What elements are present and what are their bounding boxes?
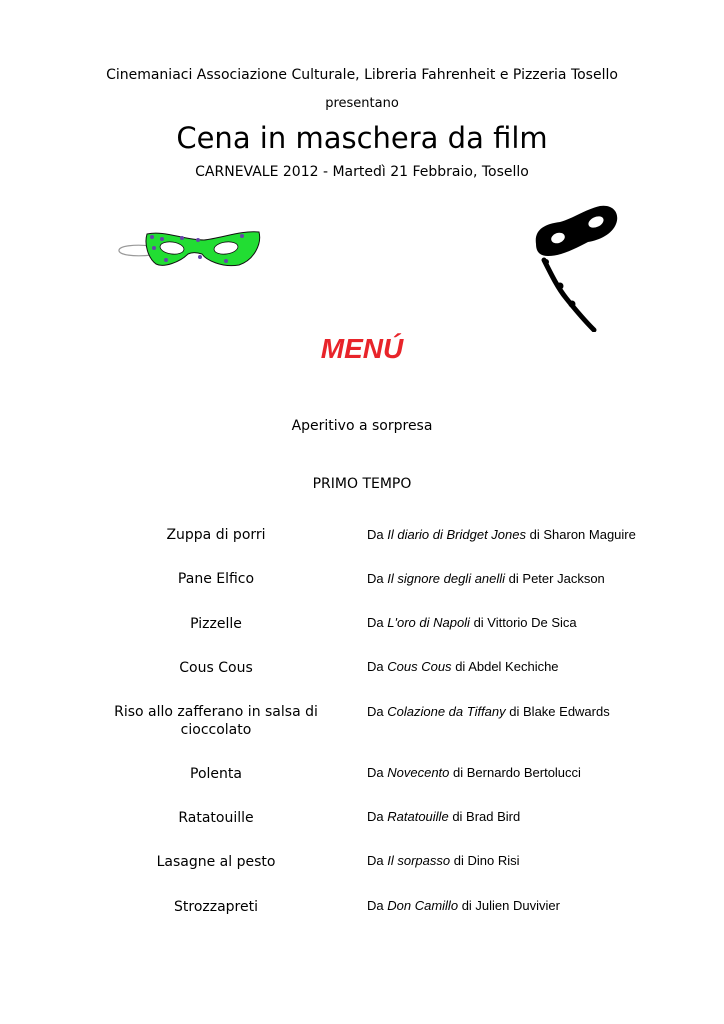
section-heading: PRIMO TEMPO (312, 476, 412, 492)
film-prefix: Da (367, 765, 384, 780)
film-prefix: Da (367, 659, 384, 674)
film-reference (367, 615, 707, 631)
film-prefix: Da (367, 527, 384, 542)
film-title: Il diario di Bridget Jones (387, 527, 526, 542)
film-prefix: Da (367, 615, 384, 630)
film-director: di Abdel Kechiche (455, 659, 559, 674)
film-reference (367, 809, 707, 825)
film-reference (367, 704, 707, 720)
event-subtitle: CARNEVALE 2012 - Martedì 21 Febbraio, Tosello (195, 164, 529, 180)
film-title: Il sorpasso (387, 853, 451, 868)
dish-name: Zuppa di porri (166, 527, 266, 543)
film-director: di Vittorio De Sica (473, 615, 577, 630)
film-prefix: Da (367, 898, 384, 913)
film-reference (367, 571, 707, 587)
dish-name: Ratatouille (178, 810, 254, 826)
film-director: di Julien Duvivier (461, 898, 560, 913)
film-reference (367, 853, 707, 869)
film-title: Ratatouille (387, 809, 449, 824)
presents-line: presentano (325, 96, 399, 111)
aperitif-line: Aperitivo a sorpresa (291, 418, 433, 434)
film-director: di Sharon Maguire (529, 527, 636, 542)
dish-name: Lasagne al pesto (156, 854, 276, 870)
black-mask-icon (530, 200, 620, 332)
film-title: Colazione da Tiffany (387, 704, 506, 719)
film-prefix: Da (367, 853, 384, 868)
film-title: Il signore degli anelli (387, 571, 506, 586)
film-reference (367, 898, 707, 914)
film-director: di Peter Jackson (508, 571, 605, 586)
dish-name: Cous Cous (179, 660, 253, 676)
film-title: L'oro di Napoli (387, 615, 470, 630)
organizers-line: Cinemaniaci Associazione Culturale, Libreria Fahrenheit e Pizzeria Tosello (106, 67, 618, 83)
film-prefix: Da (367, 704, 384, 719)
dish-name: Pane Elfico (177, 571, 255, 587)
film-title: Don Camillo (387, 898, 459, 913)
film-title: Novecento (387, 765, 450, 780)
green-mask-icon (114, 226, 262, 272)
film-director: di Dino Risi (453, 853, 520, 868)
menu-title: MENÚ (320, 333, 404, 364)
film-director: di Blake Edwards (509, 704, 610, 719)
dish-name: Pizzelle (190, 616, 242, 632)
dish-name: Polenta (190, 766, 242, 782)
film-reference (367, 659, 707, 675)
film-prefix: Da (367, 571, 384, 586)
film-director: di Brad Bird (452, 809, 521, 824)
film-prefix: Da (367, 809, 384, 824)
dish-name: Strozzapreti (174, 899, 258, 915)
film-reference (367, 527, 707, 543)
dish-name: Riso allo zafferano in salsa di cioccolato (114, 704, 318, 738)
page-title: Cena in maschera da film (176, 121, 548, 155)
film-title: Cous Cous (387, 659, 452, 674)
film-director: di Bernardo Bertolucci (453, 765, 581, 780)
film-reference (367, 765, 707, 781)
